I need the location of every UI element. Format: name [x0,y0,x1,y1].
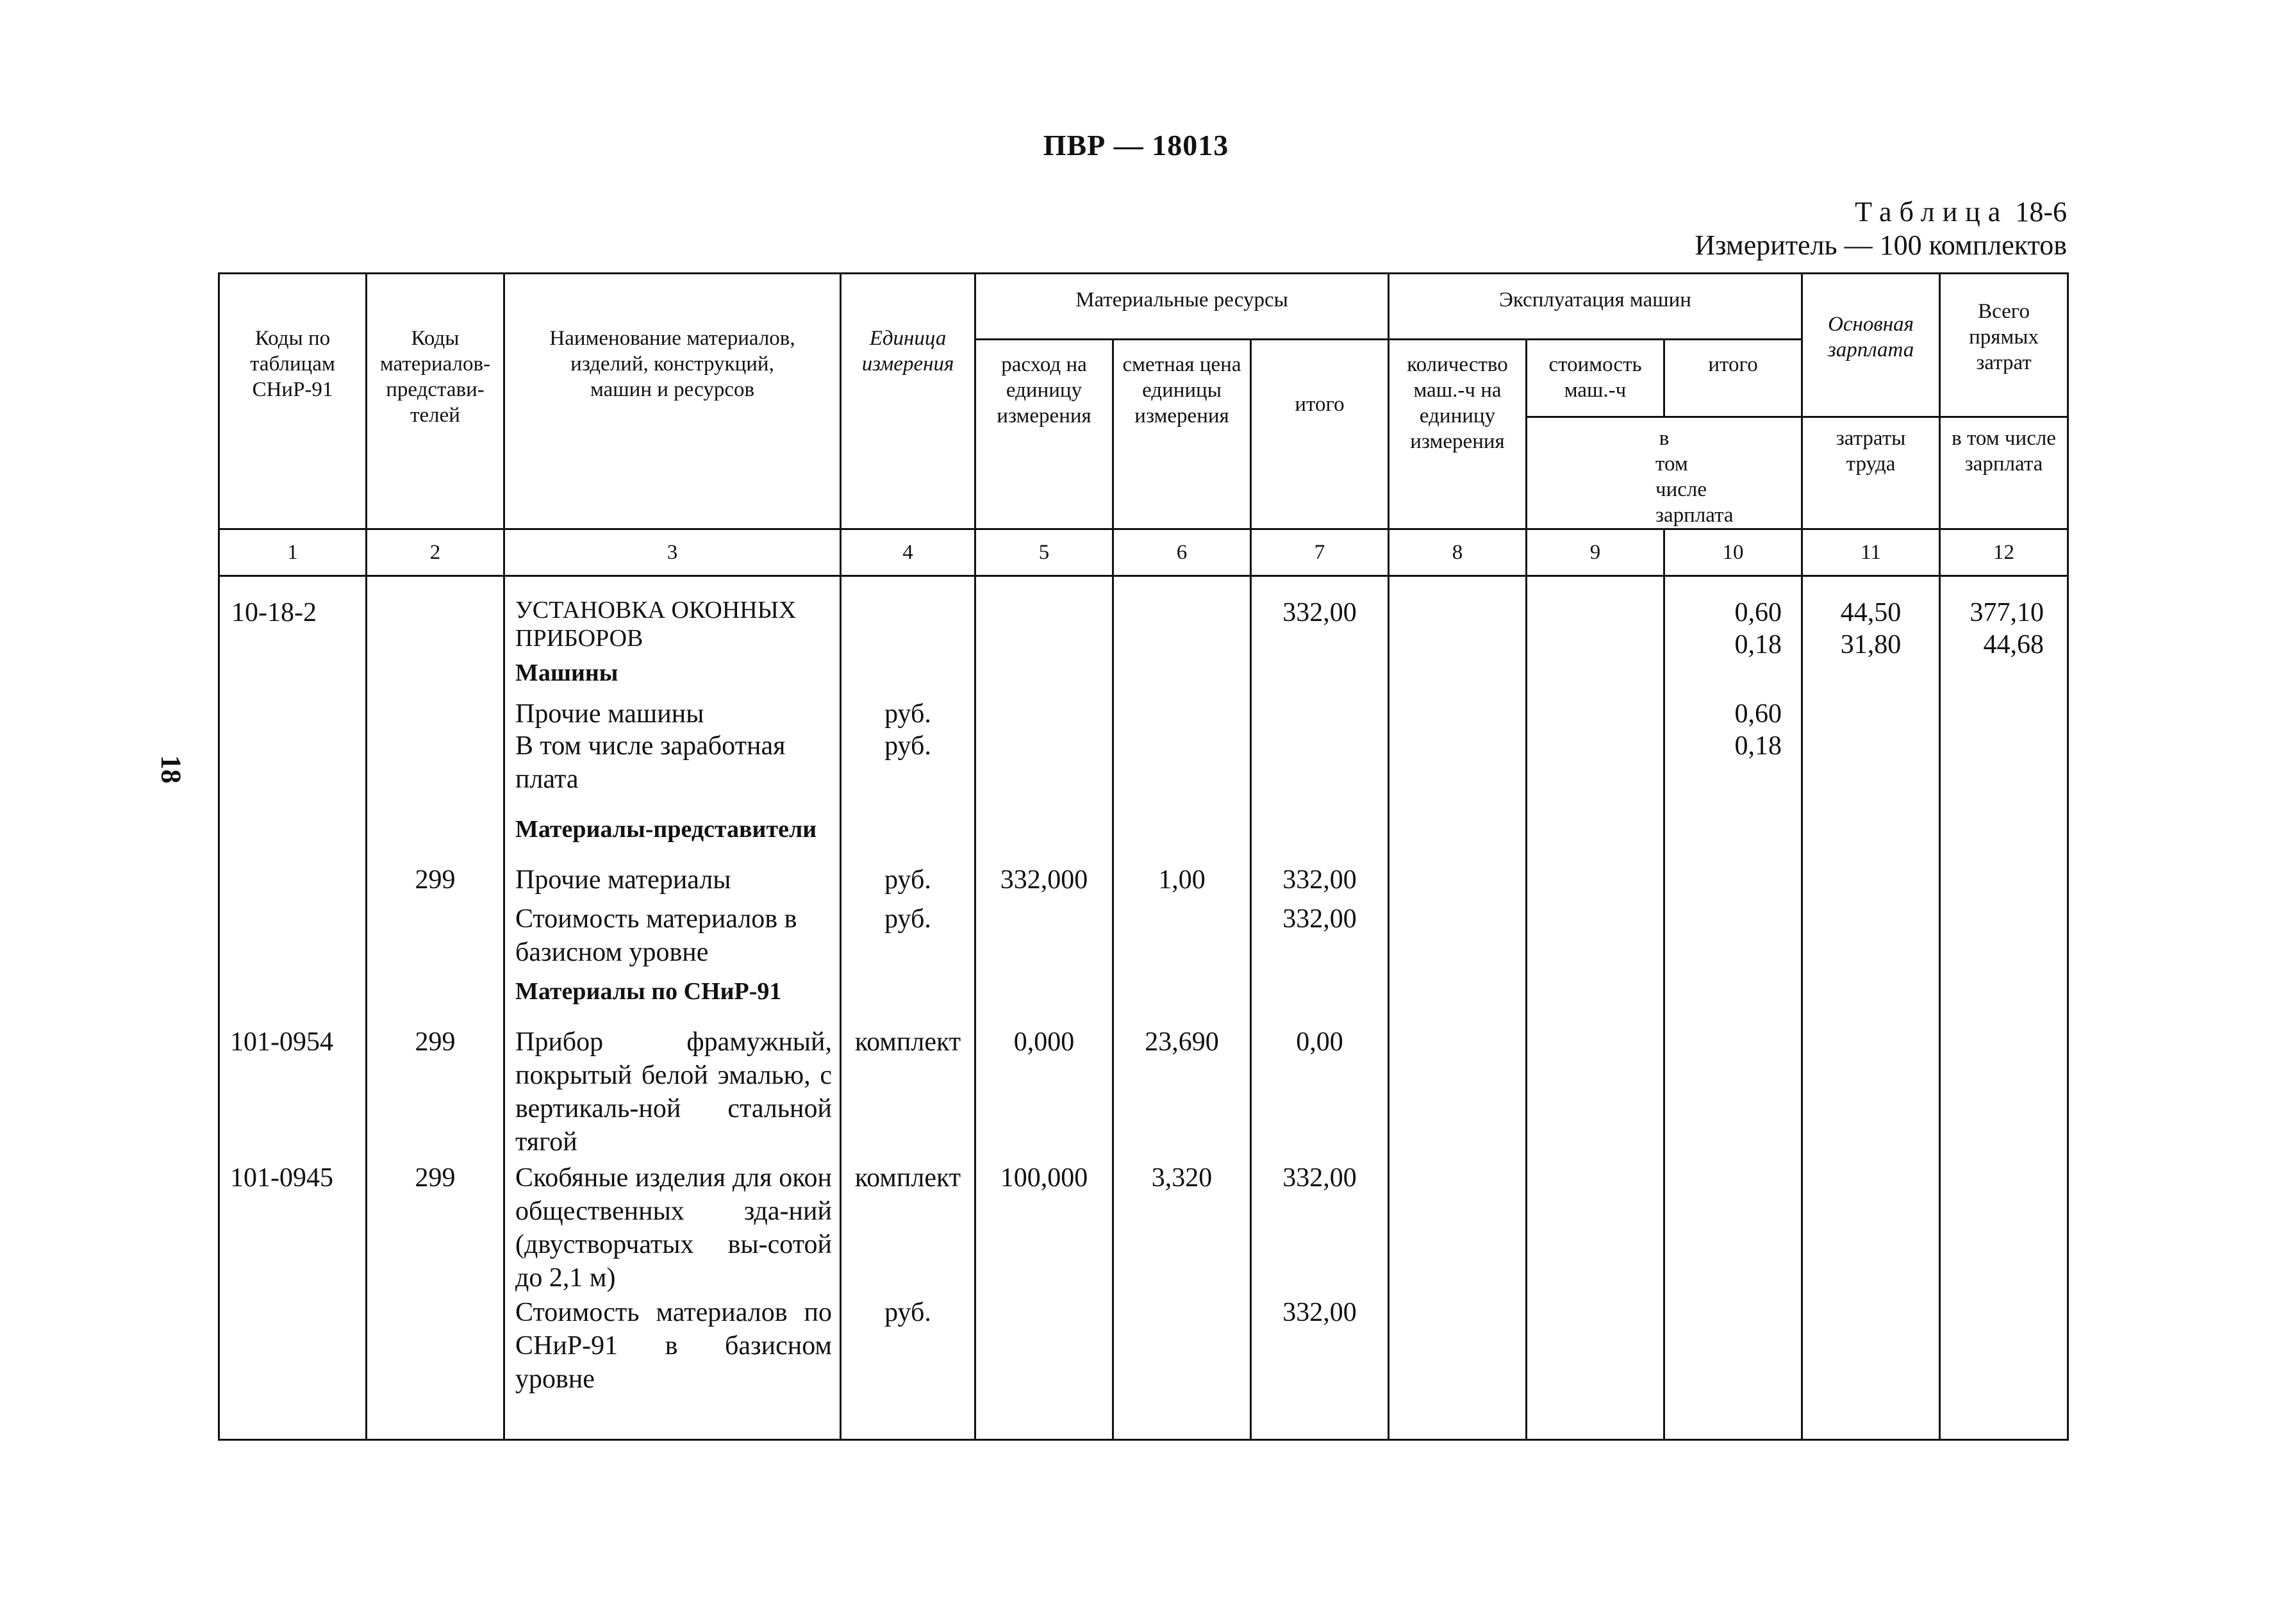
header-codes-rep: Коды материалов-представи-телей [367,274,504,529]
item-name: Прочие машины [515,699,704,729]
item-total: 332,00 [1282,1298,1357,1327]
item-total: 332,00 [1282,904,1357,934]
table-label: Таблица [1855,196,2009,228]
section-representatives: Материалы-представители [515,816,817,843]
direct-costs-column [1940,576,2068,1440]
base-wage-column [1802,576,1940,1440]
work-materials-total: 332,00 [1282,598,1357,627]
header-materials-total: итого [1251,340,1389,529]
item-name: Скобяные изделия для окон общественных зда-ний (двустворчатых вы-сотой до 2,1 м) [515,1163,832,1293]
norms-table [218,272,2069,1441]
item-unit: руб. [884,731,931,761]
header-machines-total: итого [1664,340,1802,417]
item-total: 332,00 [1282,865,1357,895]
item-machines-total: 0,60 [1734,699,1782,729]
consumption-column [975,576,1113,1440]
item-unit: руб. [884,865,931,895]
header-machine-hours: количество маш.-ч на единицу измерения [1389,340,1527,529]
item-unit: руб. [884,904,931,934]
item-total: 0,00 [1296,1027,1343,1057]
item-price: 1,00 [1158,865,1206,895]
names-column [504,576,841,1440]
column-number: 10 [1664,529,1802,576]
header-machine-operation: Эксплуатация машин [1389,274,1802,340]
column-number: 3 [504,529,841,576]
column-number: 12 [1940,529,2068,576]
item-unit: руб. [884,1298,931,1327]
page-number: 18 [155,755,187,784]
work-direct-costs: 377,10 [1969,598,2044,627]
work-machines-wage: 0,18 [1734,630,1782,659]
header-machine-hour-cost: стоимость маш.-ч [1527,340,1664,417]
price-column [1113,576,1251,1440]
machine-hour-cost-column [1527,576,1664,1440]
item-name: Прибор фрамужный, покрытый белой эмалью, с вертикаль-ной стальной тягой [515,1027,832,1157]
column-number: 5 [975,529,1113,576]
rep-codes-column [367,576,504,1440]
item-consumption: 0,000 [1013,1027,1075,1057]
rep-code: 299 [415,1027,456,1057]
item-machines-total: 0,18 [1734,731,1782,761]
machine-hours-column [1389,576,1527,1440]
rep-code: 299 [415,1163,456,1193]
column-number: 9 [1527,529,1664,576]
header-codes-snip: Коды по таблицам СНиР-91 [219,274,367,529]
codes-column [219,576,367,1440]
header-machines-wage: в том числе зарплата [1527,417,1802,529]
table-body-row [219,576,2068,1440]
column-number: 7 [1251,529,1389,576]
work-name: УСТАНОВКА ОКОННЫХ ПРИБОРОВ [515,597,797,652]
item-price: 3,320 [1151,1163,1213,1193]
header-labor-costs: затраты труда [1802,417,1940,529]
header-unit: Единица измерения [841,274,975,529]
item-name: Прочие материалы [515,865,731,895]
column-numbers-row [219,529,2068,576]
machines-total-column [1664,576,1802,1440]
section-machines: Машины [515,659,618,686]
item-price: 23,690 [1145,1027,1219,1057]
column-number: 8 [1389,529,1527,576]
work-labor-costs: 31,80 [1840,630,1902,659]
item-unit: комплект [854,1163,961,1193]
table-number: 18-6 [2015,196,2067,228]
item-unit: руб. [884,699,931,729]
column-number: 4 [841,529,975,576]
code-material-2: 101-0945 [230,1163,333,1193]
item-consumption: 332,000 [1000,865,1088,895]
document-title: ПВР — 18013 [1043,129,1229,162]
column-number: 2 [367,529,504,576]
work-machines-total: 0,60 [1734,598,1782,627]
header-material-resources: Материальные ресурсы [975,274,1389,340]
work-direct-wage: 44,68 [1983,630,2044,659]
table-measure: Измеритель — 100 комплектов [1695,229,2067,261]
rep-code: 299 [415,865,456,895]
table-caption [1695,195,2067,262]
section-snip-materials: Материалы по СНиР-91 [515,978,782,1005]
header-consumption: расход на единицу измерения [975,340,1113,529]
column-number: 6 [1113,529,1251,576]
header-base-wage: Основная зарплата [1802,274,1940,417]
header-direct-wage: в том числе зарплата [1940,417,2068,529]
materials-total-column [1251,576,1389,1440]
item-consumption: 100,000 [1000,1163,1088,1193]
work-base-wage: 44,50 [1840,598,1902,627]
item-name: Стоимость материалов в базисном уровне [515,904,797,967]
item-unit: комплект [854,1027,961,1057]
header-direct-costs: Всего прямых затрат [1940,274,2068,417]
header-name: Наименование материалов, изделий, конструкций, машин и ресурсов [504,274,841,529]
code-material-1: 101-0954 [230,1027,333,1057]
item-name: Стоимость материалов по СНиР-91 в базисном уровне [515,1298,832,1394]
item-name: В том числе заработная плата [515,731,786,794]
item-total: 332,00 [1282,1163,1357,1193]
column-number: 11 [1802,529,1940,576]
column-number: 1 [219,529,367,576]
header-unit-price: сметная цена единицы измерения [1113,340,1251,529]
units-column [841,576,975,1440]
code-work: 10-18-2 [231,598,317,627]
